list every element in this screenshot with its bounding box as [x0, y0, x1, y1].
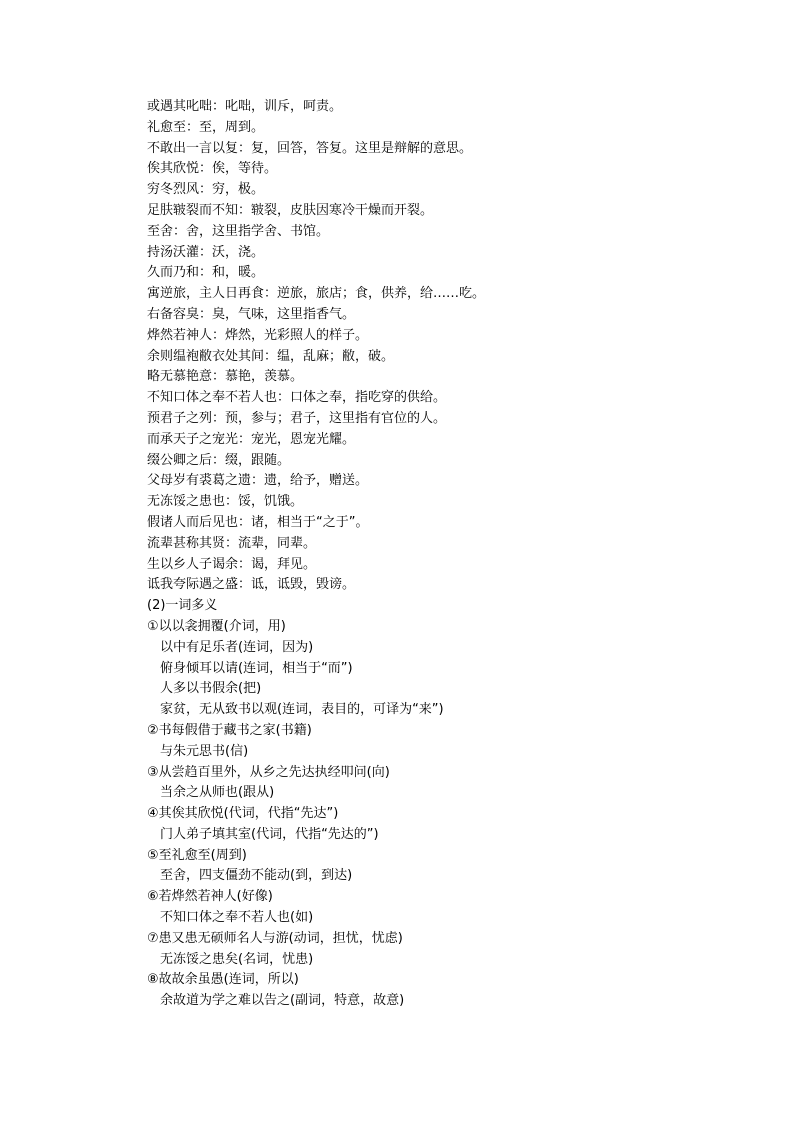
glossary-entry: 无冻馁之患也：馁，饥饿。: [147, 494, 304, 510]
polysemy-example: 至舍，四支僵劲不能动(到，到达): [160, 868, 353, 884]
glossary-entry: 生以乡人子谒余：谒，拜见。: [147, 556, 317, 572]
document-body: [147, 97, 747, 1012]
polysemy-example: 与朱元思书(信): [160, 743, 249, 759]
glossary-entry: 礼愈至：至，周到。: [147, 119, 265, 135]
polysemy-example: 不知口体之奉不若人也(如): [160, 910, 314, 926]
polysemy-entry: ⑥若烨然若神人(好像): [147, 889, 273, 905]
glossary-entry: 至舍：舍，这里指学舍、书馆。: [147, 223, 330, 239]
polysemy-example: 余故道为学之难以告之(副词，特意，故意): [160, 993, 405, 1009]
glossary-entry: 寓逆旅，主人日再食：逆旅，旅店；食，供养，给……吃。: [147, 286, 486, 302]
polysemy-example: 家贫，无从致书以观(连词，表目的，可译为“来”): [160, 702, 444, 718]
section-heading: (2)一词多义: [147, 598, 218, 614]
glossary-entry: 足肤皲裂而不知：皲裂，皮肤因寒冷干燥而开裂。: [147, 202, 434, 218]
polysemy-example: 以中有足乐者(连词，因为): [160, 639, 314, 655]
glossary-entry: 不敢出一言以复：复，回答，答复。这里是辩解的意思。: [147, 140, 473, 156]
glossary-entry: 持汤沃灌：沃，浇。: [147, 244, 265, 260]
polysemy-list: [147, 617, 747, 1012]
polysemy-entry: ⑧故故余虽愚(连词，所以): [147, 972, 299, 988]
polysemy-example: 人多以书假余(把): [160, 681, 262, 697]
polysemy-entry: ③从尝趋百里外，从乡之先达执经叩问(向): [147, 764, 390, 780]
glossary-entry: 俟其欣悦：俟，等待。: [147, 161, 278, 177]
glossary-entry: 久而乃和：和，暖。: [147, 265, 265, 281]
polysemy-example: 门人弟子填其室(代词，代指“先达的”): [160, 826, 379, 842]
polysemy-example: 无冻馁之患矣(名词，忧患): [160, 951, 314, 967]
glossary-entry: 略无慕艳意：慕艳，羡慕。: [147, 369, 304, 385]
glossary-entry: 缀公卿之后：缀，跟随。: [147, 452, 291, 468]
glossary-entry: 流辈甚称其贤：流辈，同辈。: [147, 535, 317, 551]
glossary-entry: 右备容臭：臭，气味，这里指香气。: [147, 306, 356, 322]
glossary-list: [147, 97, 747, 596]
glossary-entry: 诋我夸际遇之盛：诋，诋毁，毁谤。: [147, 577, 356, 593]
polysemy-example: 俯身倾耳以请(连词，相当于“而”): [160, 660, 353, 676]
glossary-entry: 烨然若神人：烨然，光彩照人的样子。: [147, 327, 369, 343]
polysemy-entry: ①以以衾拥覆(介词，用): [147, 618, 286, 634]
glossary-entry: 穷冬烈风：穷，极。: [147, 182, 265, 198]
glossary-entry: 或遇其叱咄：叱咄，训斥，呵责。: [147, 99, 343, 114]
glossary-entry: 假诸人而后见也：诸，相当于“之于”。: [147, 514, 369, 530]
polysemy-entry: ⑤至礼愈至(周到): [147, 847, 247, 863]
glossary-entry: 不知口体之奉不若人也：口体之奉，指吃穿的供给。: [147, 390, 447, 406]
polysemy-entry: ②书每假借于藏书之家(书籍): [147, 722, 312, 738]
polysemy-entry: ⑦患又患无硕师名人与游(动词，担忧，忧虑): [147, 930, 403, 946]
polysemy-example: 当余之从师也(跟从): [160, 785, 275, 801]
polysemy-entry: ④其俟其欣悦(代词，代指“先达”): [147, 806, 339, 822]
glossary-entry: 父母岁有裘葛之遗：遗，给予，赠送。: [147, 473, 369, 489]
glossary-entry: 余则缊袍敝衣处其间：缊，乱麻；敝，破。: [147, 348, 395, 364]
glossary-entry: 预君子之列：预，参与；君子，这里指有官位的人。: [147, 410, 447, 426]
glossary-entry: 而承天子之宠光：宠光，恩宠光耀。: [147, 431, 356, 447]
